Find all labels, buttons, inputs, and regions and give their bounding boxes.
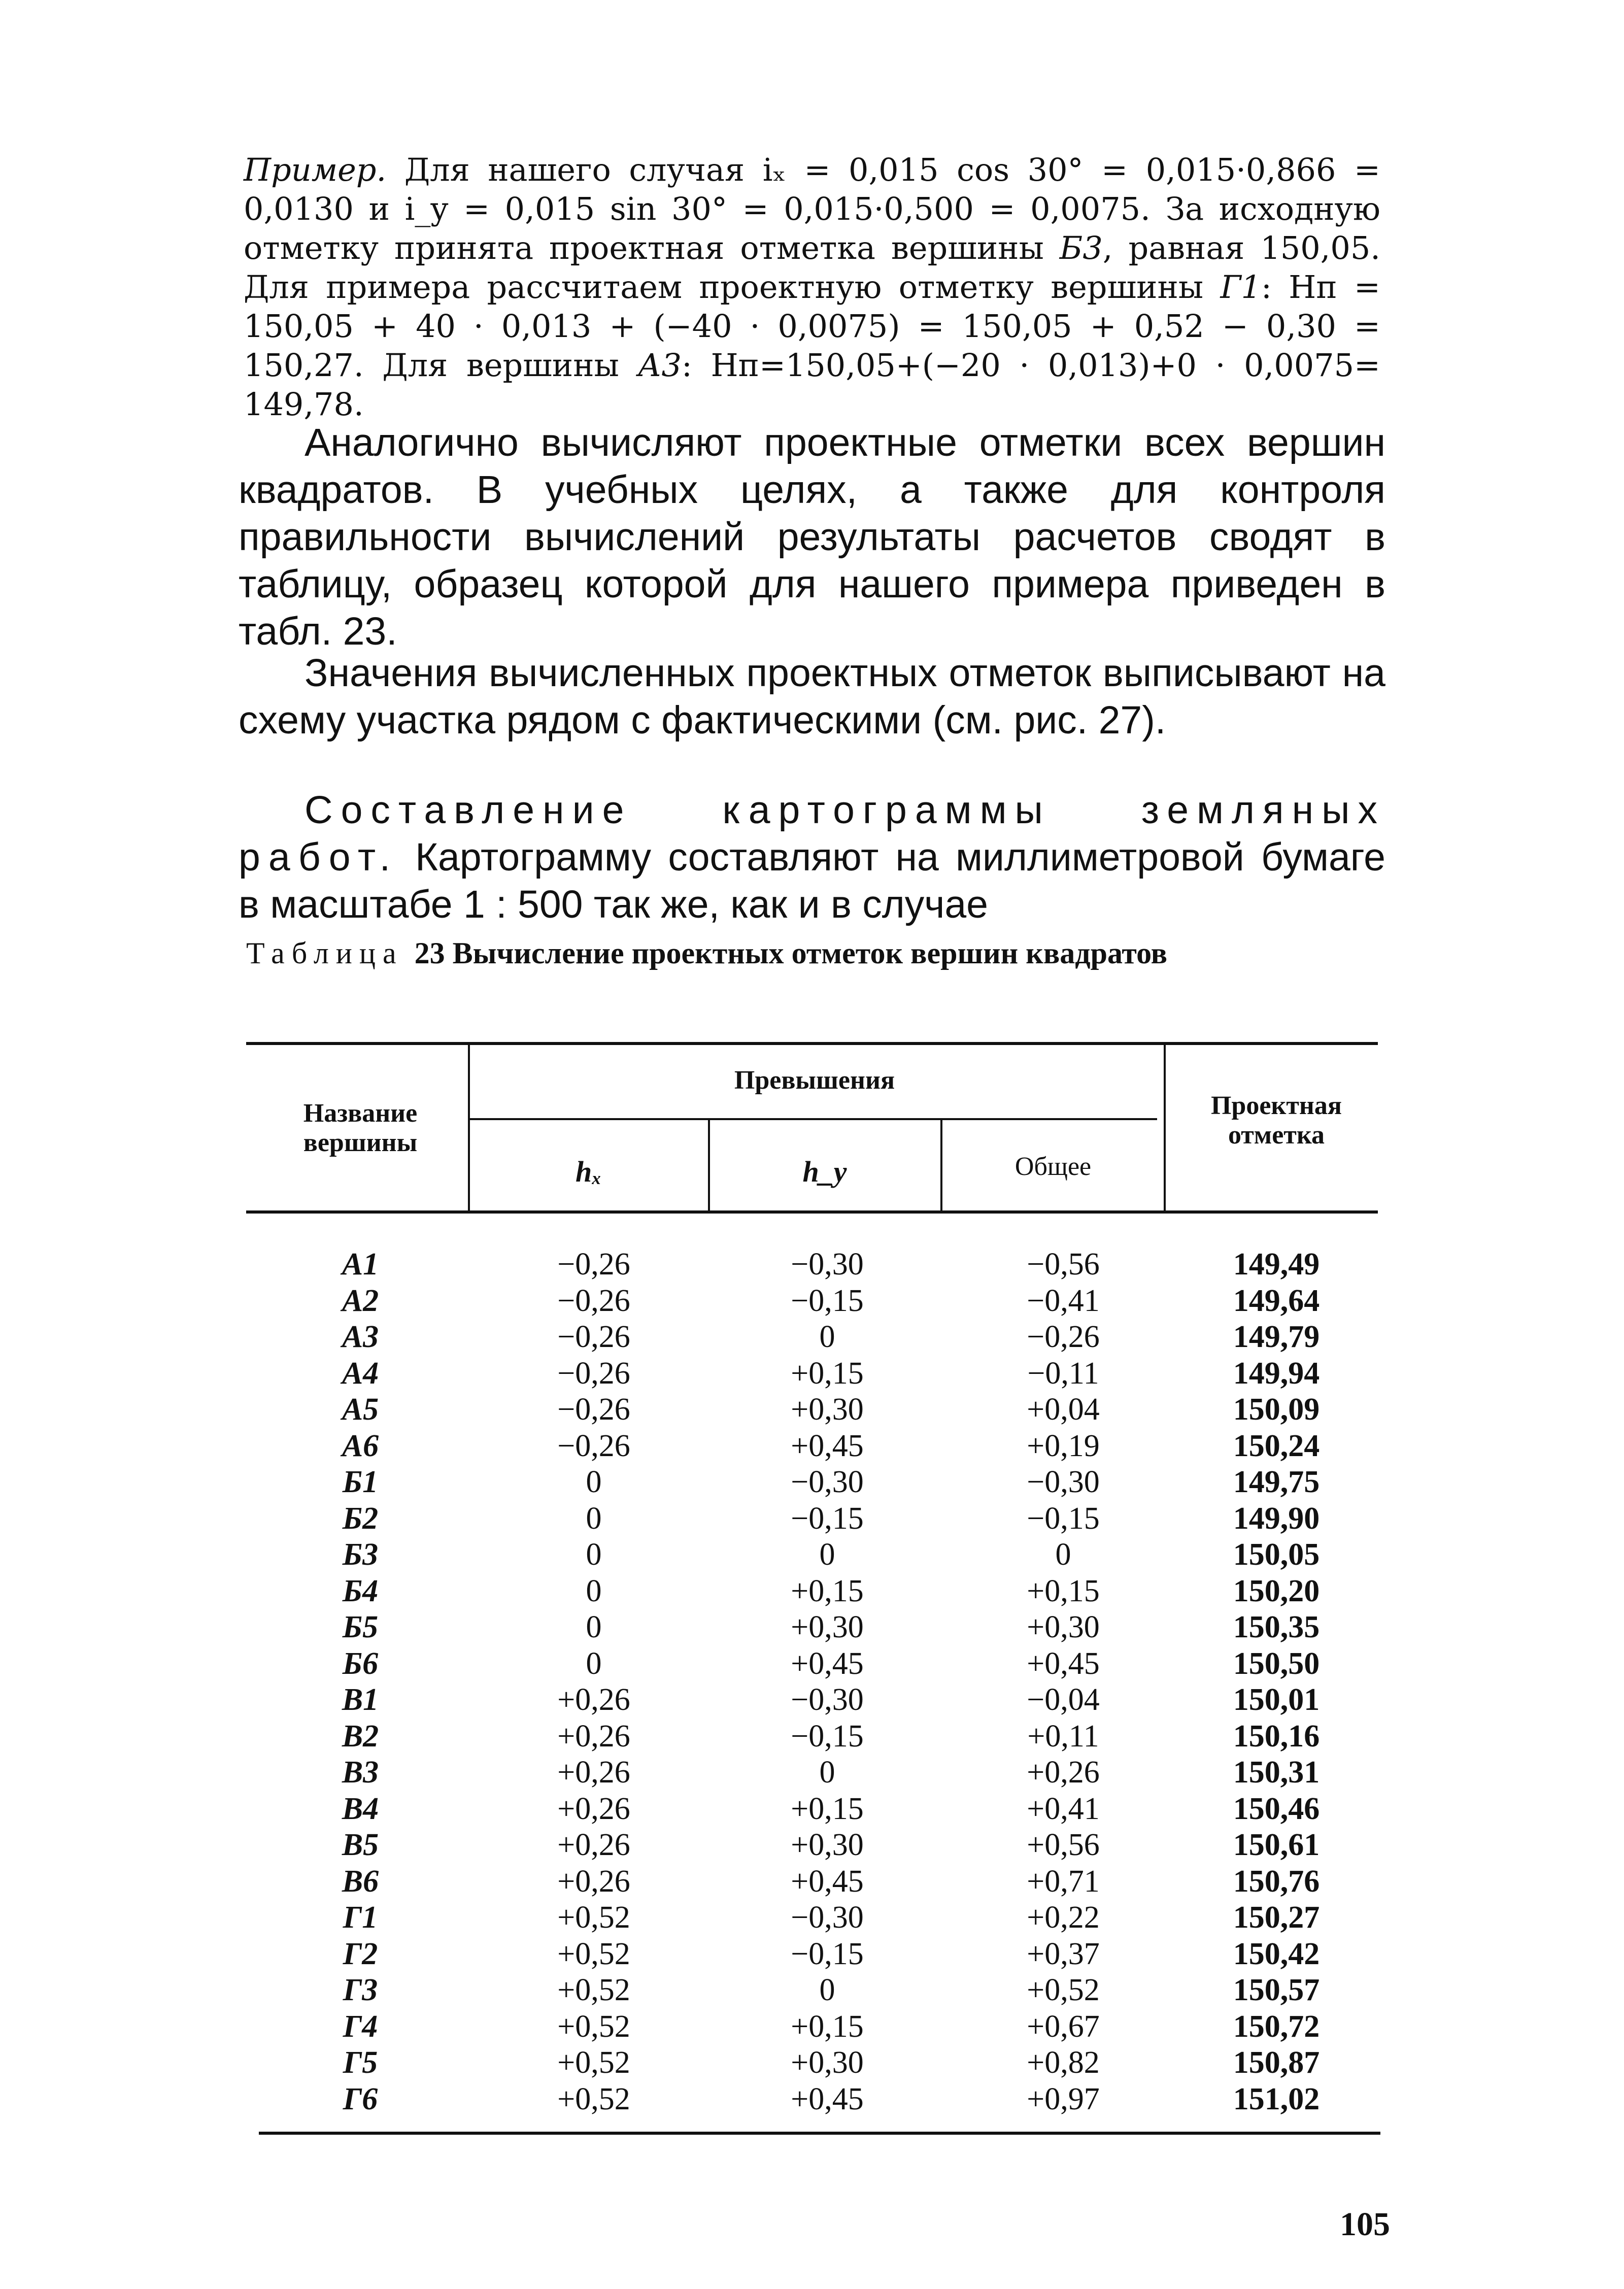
cell-total: +0,15 (1027, 1573, 1100, 1608)
paragraph-values: Значения вычисленных проектных отметок выписывают на схему участка рядом с фактическими (см. рис. 27). (239, 651, 1385, 742)
cell-hx: 0 (586, 1537, 602, 1572)
cell-hy: −0,15 (791, 1283, 864, 1318)
cell-total: +0,19 (1027, 1428, 1100, 1463)
cell-hx: +0,52 (557, 2081, 630, 2116)
cell-name: Г6 (343, 2081, 378, 2116)
cell-hy: −0,15 (791, 1936, 864, 1971)
formula-a3: : Hп=150,05+(−20 · 0,013)+0 · 0,0075= 149,78. (244, 347, 1380, 423)
cell-project: 149,75 (1233, 1465, 1320, 1499)
cell-total: 0 (1055, 1537, 1071, 1572)
cell-project: 151,02 (1233, 2081, 1320, 2116)
cell-name: В5 (342, 1828, 379, 1862)
cell-total: +0,82 (1027, 2045, 1100, 2080)
cell-hy: −0,30 (791, 1247, 864, 1282)
header-middle-rule (469, 1118, 1157, 1120)
cell-hx: −0,26 (557, 1392, 630, 1427)
cell-project: 150,76 (1233, 1864, 1320, 1899)
table-row (0, 1754, 1624, 1791)
cell-hx: −0,26 (557, 1320, 630, 1354)
table-row (0, 2044, 1624, 2081)
cell-name: Г2 (343, 1936, 378, 1971)
cell-hy: 0 (819, 1320, 835, 1354)
cell-hx: 0 (586, 1646, 602, 1681)
header-total: Общее (1014, 1152, 1092, 1181)
cell-hy: −0,30 (791, 1465, 864, 1499)
cell-hx: +0,52 (557, 1973, 630, 2007)
cell-name: А1 (342, 1247, 379, 1282)
cell-hy: +0,30 (791, 2045, 864, 2080)
cell-total: +0,30 (1027, 1610, 1100, 1644)
header-name: Название вершины (303, 1099, 418, 1157)
cell-hy: 0 (819, 1973, 835, 2007)
column-divider-name (468, 1042, 470, 1214)
cell-hx: +0,52 (557, 1900, 630, 1935)
cell-name: Г1 (343, 1900, 378, 1935)
table-row (0, 1500, 1624, 1537)
cell-hx: +0,26 (557, 1828, 630, 1862)
cartogram-text: Картограмму составляют на миллиметровой бумаге в масштабе 1 : 500 так же, как и в случае (239, 835, 1385, 926)
cell-hx: +0,52 (557, 1936, 630, 1971)
cell-total: +0,04 (1027, 1392, 1100, 1427)
cell-project: 149,79 (1233, 1320, 1320, 1354)
cell-project: 150,01 (1233, 1682, 1320, 1717)
cell-name: В3 (342, 1755, 379, 1790)
cell-hy: +0,30 (791, 1610, 864, 1644)
column-divider-hy (940, 1120, 942, 1214)
example-text-3: , равная 150,05. Для примера рассчитаем проектную отметку вершины (244, 229, 1380, 306)
cell-hy: 0 (819, 1537, 835, 1572)
caption-label: Таблица (246, 936, 403, 970)
cell-project: 150,50 (1233, 1646, 1320, 1681)
cell-total: +0,52 (1027, 1973, 1100, 2007)
table-row (0, 1283, 1624, 1319)
formula-g1: : Hп = 150,05 + 40 · 0,013 + (−40 · 0,0075) = 150,05 + 0,52 − 0,30 = 150,27. (244, 268, 1380, 384)
cell-hy: −0,30 (791, 1900, 864, 1935)
cell-hy: +0,45 (791, 1646, 864, 1681)
section-heading: Составление картограммы земляных работ. (239, 788, 1385, 879)
cell-name: А6 (342, 1428, 379, 1463)
header-hx: hₓ (576, 1155, 602, 1188)
cell-total: +0,67 (1027, 2009, 1100, 2044)
header-project: Проектная отметка (1210, 1091, 1342, 1150)
cell-project: 149,49 (1233, 1247, 1320, 1282)
cell-project: 150,87 (1233, 2045, 1320, 2080)
cell-project: 150,24 (1233, 1428, 1320, 1463)
table-row (0, 1899, 1624, 1936)
cell-project: 150,72 (1233, 2009, 1320, 2044)
table-row (0, 1355, 1624, 1392)
vertex-g1: Г1 (1220, 268, 1261, 306)
cell-project: 149,94 (1233, 1356, 1320, 1391)
table-row (0, 1464, 1624, 1500)
cell-hy: +0,30 (791, 1392, 864, 1427)
cell-project: 149,90 (1233, 1501, 1320, 1536)
example-paragraph (244, 150, 1380, 424)
cell-project: 150,27 (1233, 1900, 1320, 1935)
cell-name: Г4 (343, 2009, 378, 2044)
cell-hx: +0,26 (557, 1864, 630, 1899)
cell-hx: −0,26 (557, 1247, 630, 1282)
table-row (0, 1246, 1624, 1283)
table-row (0, 2081, 1624, 2117)
cell-name: Б6 (342, 1646, 379, 1681)
table-row (0, 1319, 1624, 1355)
cell-hy: +0,45 (791, 1428, 864, 1463)
cell-total: −0,26 (1027, 1320, 1100, 1354)
cell-hy: −0,30 (791, 1682, 864, 1717)
paragraph-cartogram (239, 787, 1385, 928)
table-row (0, 1972, 1624, 2008)
cell-hx: 0 (586, 1501, 602, 1536)
table-row (0, 1791, 1624, 1827)
caption-title: Вычисление проектных отметок вершин квадратов (452, 936, 1167, 970)
cell-hy: +0,15 (791, 1791, 864, 1826)
cell-project: 150,46 (1233, 1791, 1320, 1826)
table-bottom-rule (259, 2132, 1380, 2135)
cell-hx: −0,26 (557, 1283, 630, 1318)
table-row (0, 1645, 1624, 1682)
iy-formula: i_y = 0,015 sin 30° = 0,015·0,500 = 0,0075. (404, 190, 1151, 227)
paragraph-analog: Аналогично вычисляют проектные отметки всех вершин квадратов. В учебных целях, а также для контроля правильности вычислений результаты расчетов сводят в таблицу, образец которой для нашего примера приведен в табл. 23. (239, 421, 1385, 653)
cell-name: Б1 (342, 1465, 379, 1499)
cell-total: −0,04 (1027, 1682, 1100, 1717)
example-and: и (353, 190, 405, 227)
cell-total: −0,41 (1027, 1283, 1100, 1318)
cell-hx: +0,26 (557, 1719, 630, 1754)
cell-total: +0,56 (1027, 1828, 1100, 1862)
cell-hx: +0,26 (557, 1682, 630, 1717)
cell-total: −0,11 (1027, 1356, 1099, 1391)
cell-hx: +0,52 (557, 2009, 630, 2044)
cell-hy: +0,30 (791, 1828, 864, 1862)
cell-total: +0,26 (1027, 1755, 1100, 1790)
example-text-4: Для вершины (363, 347, 638, 384)
column-divider-total (1164, 1042, 1166, 1214)
table-row (0, 1391, 1624, 1428)
cell-total: +0,97 (1027, 2081, 1100, 2116)
cell-name: А5 (342, 1392, 379, 1427)
cell-project: 150,61 (1233, 1828, 1320, 1862)
cell-name: А2 (342, 1283, 379, 1318)
table-row (0, 2008, 1624, 2045)
cell-project: 150,16 (1233, 1719, 1320, 1754)
page-number: 105 (1340, 2206, 1390, 2243)
cell-name: Б4 (342, 1573, 379, 1608)
example-text-1: Для нашего случая (386, 151, 763, 188)
table-top-rule (246, 1042, 1378, 1045)
cell-hy: +0,15 (791, 2009, 864, 2044)
cell-hx: −0,26 (557, 1356, 630, 1391)
cell-hx: −0,26 (557, 1428, 630, 1463)
cell-hy: −0,15 (791, 1501, 864, 1536)
cell-hx: 0 (586, 1465, 602, 1499)
cell-total: +0,22 (1027, 1900, 1100, 1935)
cell-hy: +0,15 (791, 1573, 864, 1608)
cell-project: 150,31 (1233, 1755, 1320, 1790)
vertex-b3: Б3 (1059, 229, 1103, 266)
cell-name: Г5 (343, 2045, 378, 2080)
cell-name: Б2 (342, 1501, 379, 1536)
cell-hy: +0,15 (791, 1356, 864, 1391)
table-row (0, 1936, 1624, 1972)
cell-name: В2 (342, 1719, 379, 1754)
cell-name: Б3 (342, 1537, 379, 1572)
table-caption (246, 935, 1383, 971)
vertex-a3: А3 (637, 347, 682, 384)
table-row (0, 1718, 1624, 1755)
table-row (0, 1428, 1624, 1464)
caption-number: 23 (414, 936, 445, 970)
table-row (0, 1827, 1624, 1863)
example-label: Пример. (244, 151, 387, 188)
cell-hy: −0,15 (791, 1719, 864, 1754)
cell-project: 150,35 (1233, 1610, 1320, 1644)
cell-total: −0,15 (1027, 1501, 1100, 1536)
cell-name: В1 (342, 1682, 379, 1717)
table-row (0, 1681, 1624, 1718)
header-bottom-rule (246, 1210, 1378, 1214)
column-divider-hx (708, 1120, 710, 1214)
cell-name: А3 (342, 1320, 379, 1354)
ix-formula: iₓ = 0,015 cos 30° = 0,015·0,866 = 0,0130 (244, 151, 1381, 227)
cell-hx: +0,52 (557, 2045, 630, 2080)
cell-hx: +0,26 (557, 1755, 630, 1790)
cell-hy: +0,45 (791, 1864, 864, 1899)
cell-name: В6 (342, 1864, 379, 1899)
table-row (0, 1863, 1624, 1900)
header-hy: h_y (802, 1155, 847, 1188)
header-excess: Превышения (734, 1066, 895, 1095)
cell-name: Г3 (343, 1973, 378, 2007)
cell-project: 150,09 (1233, 1392, 1320, 1427)
cell-project: 150,20 (1233, 1573, 1320, 1608)
cell-total: +0,71 (1027, 1864, 1100, 1899)
cell-name: В4 (342, 1791, 379, 1826)
cell-total: −0,56 (1027, 1247, 1100, 1282)
table-row (0, 1573, 1624, 1609)
cell-total: +0,41 (1027, 1791, 1100, 1826)
table-row (0, 1536, 1624, 1573)
cell-project: 150,57 (1233, 1973, 1320, 2007)
cell-hy: 0 (819, 1755, 835, 1790)
table-row (0, 1609, 1624, 1645)
cell-total: +0,37 (1027, 1936, 1100, 1971)
cell-project: 149,64 (1233, 1283, 1320, 1318)
cell-total: +0,11 (1027, 1719, 1099, 1754)
cell-hx: +0,26 (557, 1791, 630, 1826)
cell-project: 150,42 (1233, 1936, 1320, 1971)
cell-hx: 0 (586, 1610, 602, 1644)
cell-total: +0,45 (1027, 1646, 1100, 1681)
cell-name: А4 (342, 1356, 379, 1391)
cell-hx: 0 (586, 1573, 602, 1608)
cell-total: −0,30 (1027, 1465, 1100, 1499)
cell-name: Б5 (342, 1610, 379, 1644)
cell-project: 150,05 (1233, 1537, 1320, 1572)
example-text-2: За исходную отметку принята проектная отметка вершины (244, 190, 1380, 266)
cell-hy: +0,45 (791, 2081, 864, 2116)
